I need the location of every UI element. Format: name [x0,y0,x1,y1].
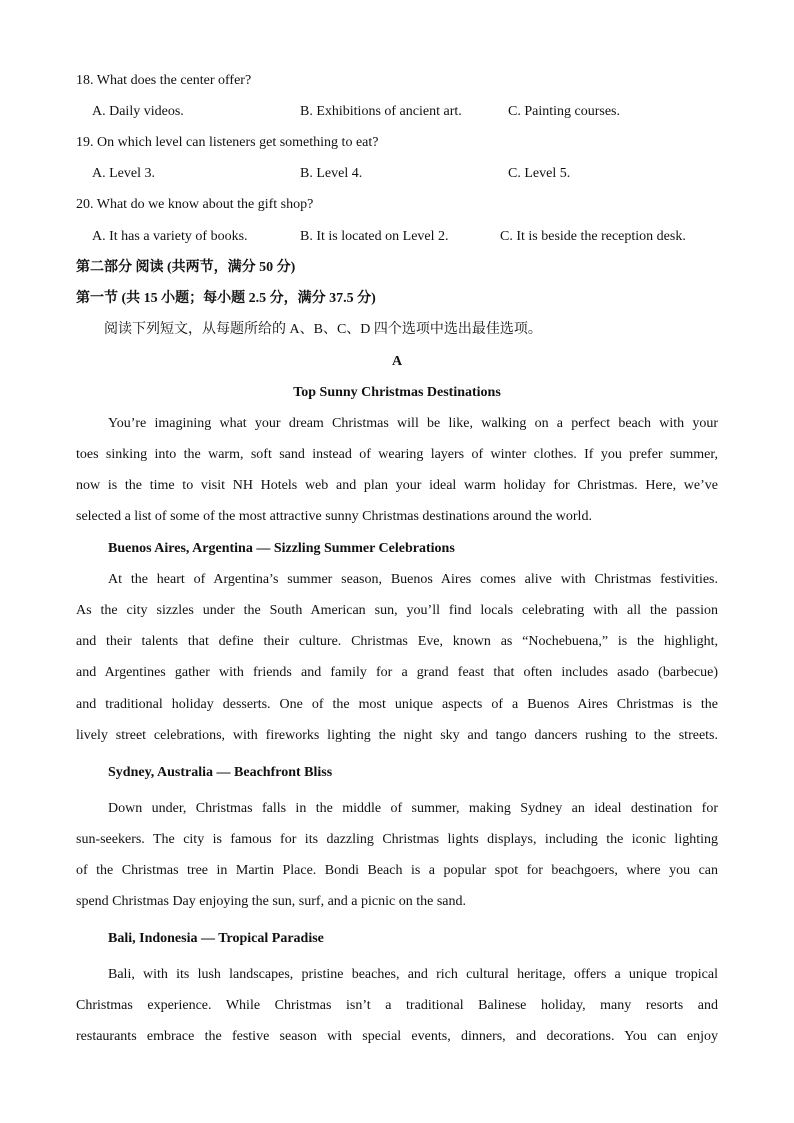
question-18-stem: 18. What does the center offer? [76,73,252,88]
question-19-stem: 19. On which level can listeners get something to eat? [76,135,379,150]
question-19-option-c: C. Level 5. [508,166,571,181]
paragraph-line: spend Christmas Day enjoying the sun, surf, and a picnic on the sand. [76,894,466,909]
paragraph-line: and their talents that define their culture. Christmas Eve, known as “Nochebuena,” is the highlight, [76,634,718,649]
paragraph-line: Down under, Christmas falls in the middle of summer, making Sydney an ideal destination for [108,801,718,816]
intro-line: toes sinking into the warm, soft sand instead of wearing layers of winter clothes. If you prefer summer, [76,447,718,462]
question-18-option-a: A. Daily videos. [92,104,184,119]
paragraph-line: of the Christmas tree in Martin Place. Bondi Beach is a popular spot for beachgoers, where you can [76,863,718,878]
part-heading: 第二部分 阅读 (共两节，满分 50 分) [76,260,296,275]
question-20-option-c: C. It is beside the reception desk. [500,229,686,244]
paragraph-line: restaurants embrace the festive season with special events, dinners, and decorations. You can enjoy [76,1029,718,1044]
question-20-stem: 20. What do we know about the gift shop? [76,197,314,212]
section-heading: 第一节 (共 15 小题；每小题 2.5 分，满分 37.5 分) [76,291,376,306]
question-18-option-b: B. Exhibitions of ancient art. [300,104,462,119]
passage-title: Top Sunny Christmas Destinations [293,385,501,400]
section-heading-buenos-aires: Buenos Aires, Argentina — Sizzling Summer Celebrations [108,541,455,556]
question-19-option-a: A. Level 3. [92,166,155,181]
paragraph-line: and Argentines gather with friends and family for a grand feast that often includes asado (barbecue) [76,665,718,680]
paragraph-line: At the heart of Argentina’s summer season, Buenos Aires comes alive with Christmas festivities. [108,572,718,587]
question-20-option-b: B. It is located on Level 2. [300,229,449,244]
instructions: 阅读下列短文，从每题所给的 A、B、C、D 四个选项中选出最佳选项。 [104,322,542,337]
paragraph-line: Bali, with its lush landscapes, pristine beaches, and rich cultural heritage, offers a unique tropical [108,967,718,982]
intro-line: You’re imagining what your dream Christmas will be like, walking on a perfect beach with your [108,416,718,431]
intro-line: selected a list of some of the most attractive sunny Christmas destinations around the world. [76,509,592,524]
passage-label: A [391,354,403,369]
question-20-option-a: A. It has a variety of books. [92,229,248,244]
section-heading-bali: Bali, Indonesia — Tropical Paradise [108,931,324,946]
section-heading-sydney: Sydney, Australia — Beachfront Bliss [108,765,333,780]
paragraph-line: lively street celebrations, with fireworks lighting the night sky and tango dancers rushing to the streets. [76,728,718,743]
question-18-option-c: C. Painting courses. [508,104,620,119]
paragraph-line: and traditional holiday desserts. One of the most unique aspects of a Buenos Aires Christmas is the [76,697,718,712]
paragraph-line: sun-seekers. The city is famous for its dazzling Christmas lights displays, including the iconic lighting [76,832,718,847]
paragraph-line: Christmas experience. While Christmas isn’t a traditional Balinese holiday, many resorts and [76,998,718,1013]
paragraph-line: As the city sizzles under the South American sun, you’ll find locals celebrating with all the passion [76,603,718,618]
intro-line: now is the time to visit NH Hotels web and plan your ideal warm holiday for Christmas. Here, we’ve [76,478,718,493]
question-19-option-b: B. Level 4. [300,166,363,181]
